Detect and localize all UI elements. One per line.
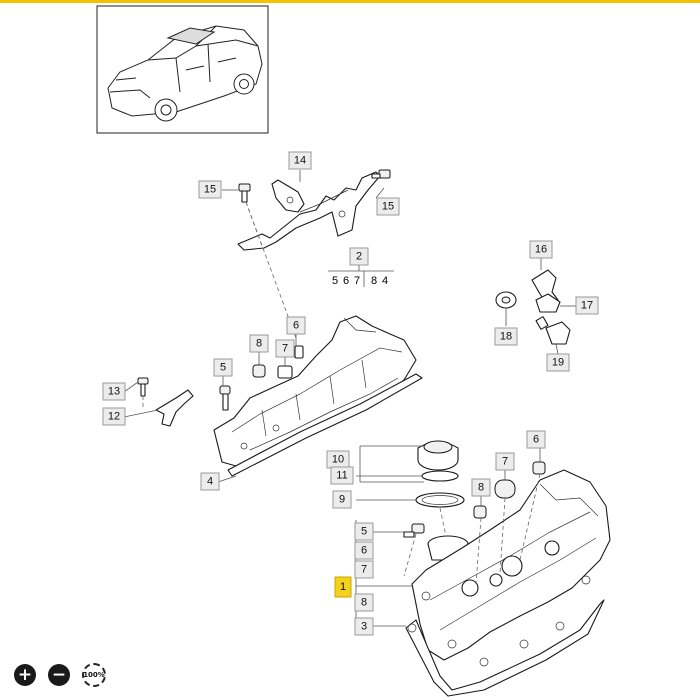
- callout-15-right[interactable]: [377, 198, 399, 215]
- sensor-19: [536, 317, 570, 344]
- svg-text:6: 6: [292, 319, 300, 332]
- sensor-12: [138, 378, 193, 426]
- svg-text:18: 18: [499, 330, 513, 343]
- subgroup-item[interactable]: 4: [381, 275, 389, 287]
- svg-text:8: 8: [255, 337, 263, 350]
- svg-text:16: 16: [534, 243, 548, 256]
- svg-text:13: 13: [107, 385, 121, 398]
- callout-8-right[interactable]: [472, 479, 490, 496]
- callout-6-lower[interactable]: [355, 542, 373, 559]
- callout-7-right[interactable]: [496, 453, 514, 470]
- callout-5-lower[interactable]: [355, 523, 373, 540]
- svg-text:15: 15: [203, 183, 217, 196]
- callout-10[interactable]: [327, 451, 349, 468]
- svg-text:5: 5: [219, 361, 227, 374]
- callout-3[interactable]: [355, 618, 373, 635]
- svg-text:8: 8: [360, 596, 368, 609]
- washer-18: [496, 292, 516, 308]
- subgroup-2: [328, 265, 394, 287]
- callout-5-upper[interactable]: [214, 359, 232, 376]
- seal-11: [422, 471, 458, 481]
- callout-1-selected[interactable]: [335, 577, 351, 597]
- callout-11[interactable]: [331, 467, 353, 484]
- callout-16[interactable]: [530, 241, 552, 258]
- callout-18[interactable]: [495, 328, 517, 345]
- callout-2[interactable]: [350, 248, 368, 265]
- oil-cap-10: [418, 441, 458, 470]
- callout-15-left[interactable]: [199, 181, 221, 198]
- svg-text:3: 3: [360, 620, 368, 633]
- minus-circle-icon[interactable]: −: [48, 664, 70, 686]
- subgroup-item[interactable]: 8: [370, 275, 378, 287]
- callout-6-right[interactable]: [527, 431, 545, 448]
- svg-text:6: 6: [532, 433, 540, 446]
- subgroup-item[interactable]: 5: [331, 275, 339, 287]
- svg-text:10: 10: [331, 453, 345, 466]
- callout-9[interactable]: [333, 491, 351, 508]
- seal-9: [416, 493, 464, 507]
- svg-text:1: 1: [339, 581, 347, 593]
- callout-6-upper[interactable]: [287, 317, 305, 334]
- callout-7-lower[interactable]: [355, 561, 373, 578]
- svg-text:2: 2: [355, 250, 363, 263]
- bolt-15-left: [239, 184, 250, 202]
- subgroup-item[interactable]: 7: [353, 275, 361, 287]
- svg-text:17: 17: [580, 299, 594, 312]
- callout-17[interactable]: [576, 297, 598, 314]
- zoom-100-icon[interactable]: 100%: [82, 663, 106, 687]
- svg-text:15: 15: [381, 200, 395, 213]
- svg-text:9: 9: [338, 493, 346, 506]
- callout-14[interactable]: [289, 152, 311, 169]
- svg-text:7: 7: [281, 342, 289, 355]
- subgroup-item[interactable]: 6: [342, 275, 350, 287]
- svg-text:4: 4: [206, 475, 214, 488]
- callout-12[interactable]: [103, 408, 125, 425]
- svg-text:11: 11: [336, 469, 348, 482]
- svg-text:6: 6: [360, 544, 368, 557]
- callout-4[interactable]: [201, 473, 219, 490]
- plus-circle-icon[interactable]: +: [14, 664, 36, 686]
- svg-text:19: 19: [551, 356, 565, 369]
- callout-13[interactable]: [103, 383, 125, 400]
- svg-text:14: 14: [293, 154, 307, 167]
- vehicle-thumbnail[interactable]: [97, 6, 268, 133]
- bolt-15-right: [372, 170, 390, 178]
- svg-text:7: 7: [360, 563, 368, 576]
- svg-text:7: 7: [501, 455, 509, 468]
- svg-text:8: 8: [477, 481, 485, 494]
- sensor-17: [536, 294, 560, 312]
- callout-7-upper[interactable]: [276, 340, 294, 357]
- callout-8-upper[interactable]: [250, 335, 268, 352]
- svg-text:12: 12: [107, 410, 121, 423]
- callout-19[interactable]: [547, 354, 569, 371]
- svg-text:5: 5: [360, 525, 368, 538]
- zoom-controls: [14, 663, 106, 687]
- callout-8-lower[interactable]: [355, 594, 373, 611]
